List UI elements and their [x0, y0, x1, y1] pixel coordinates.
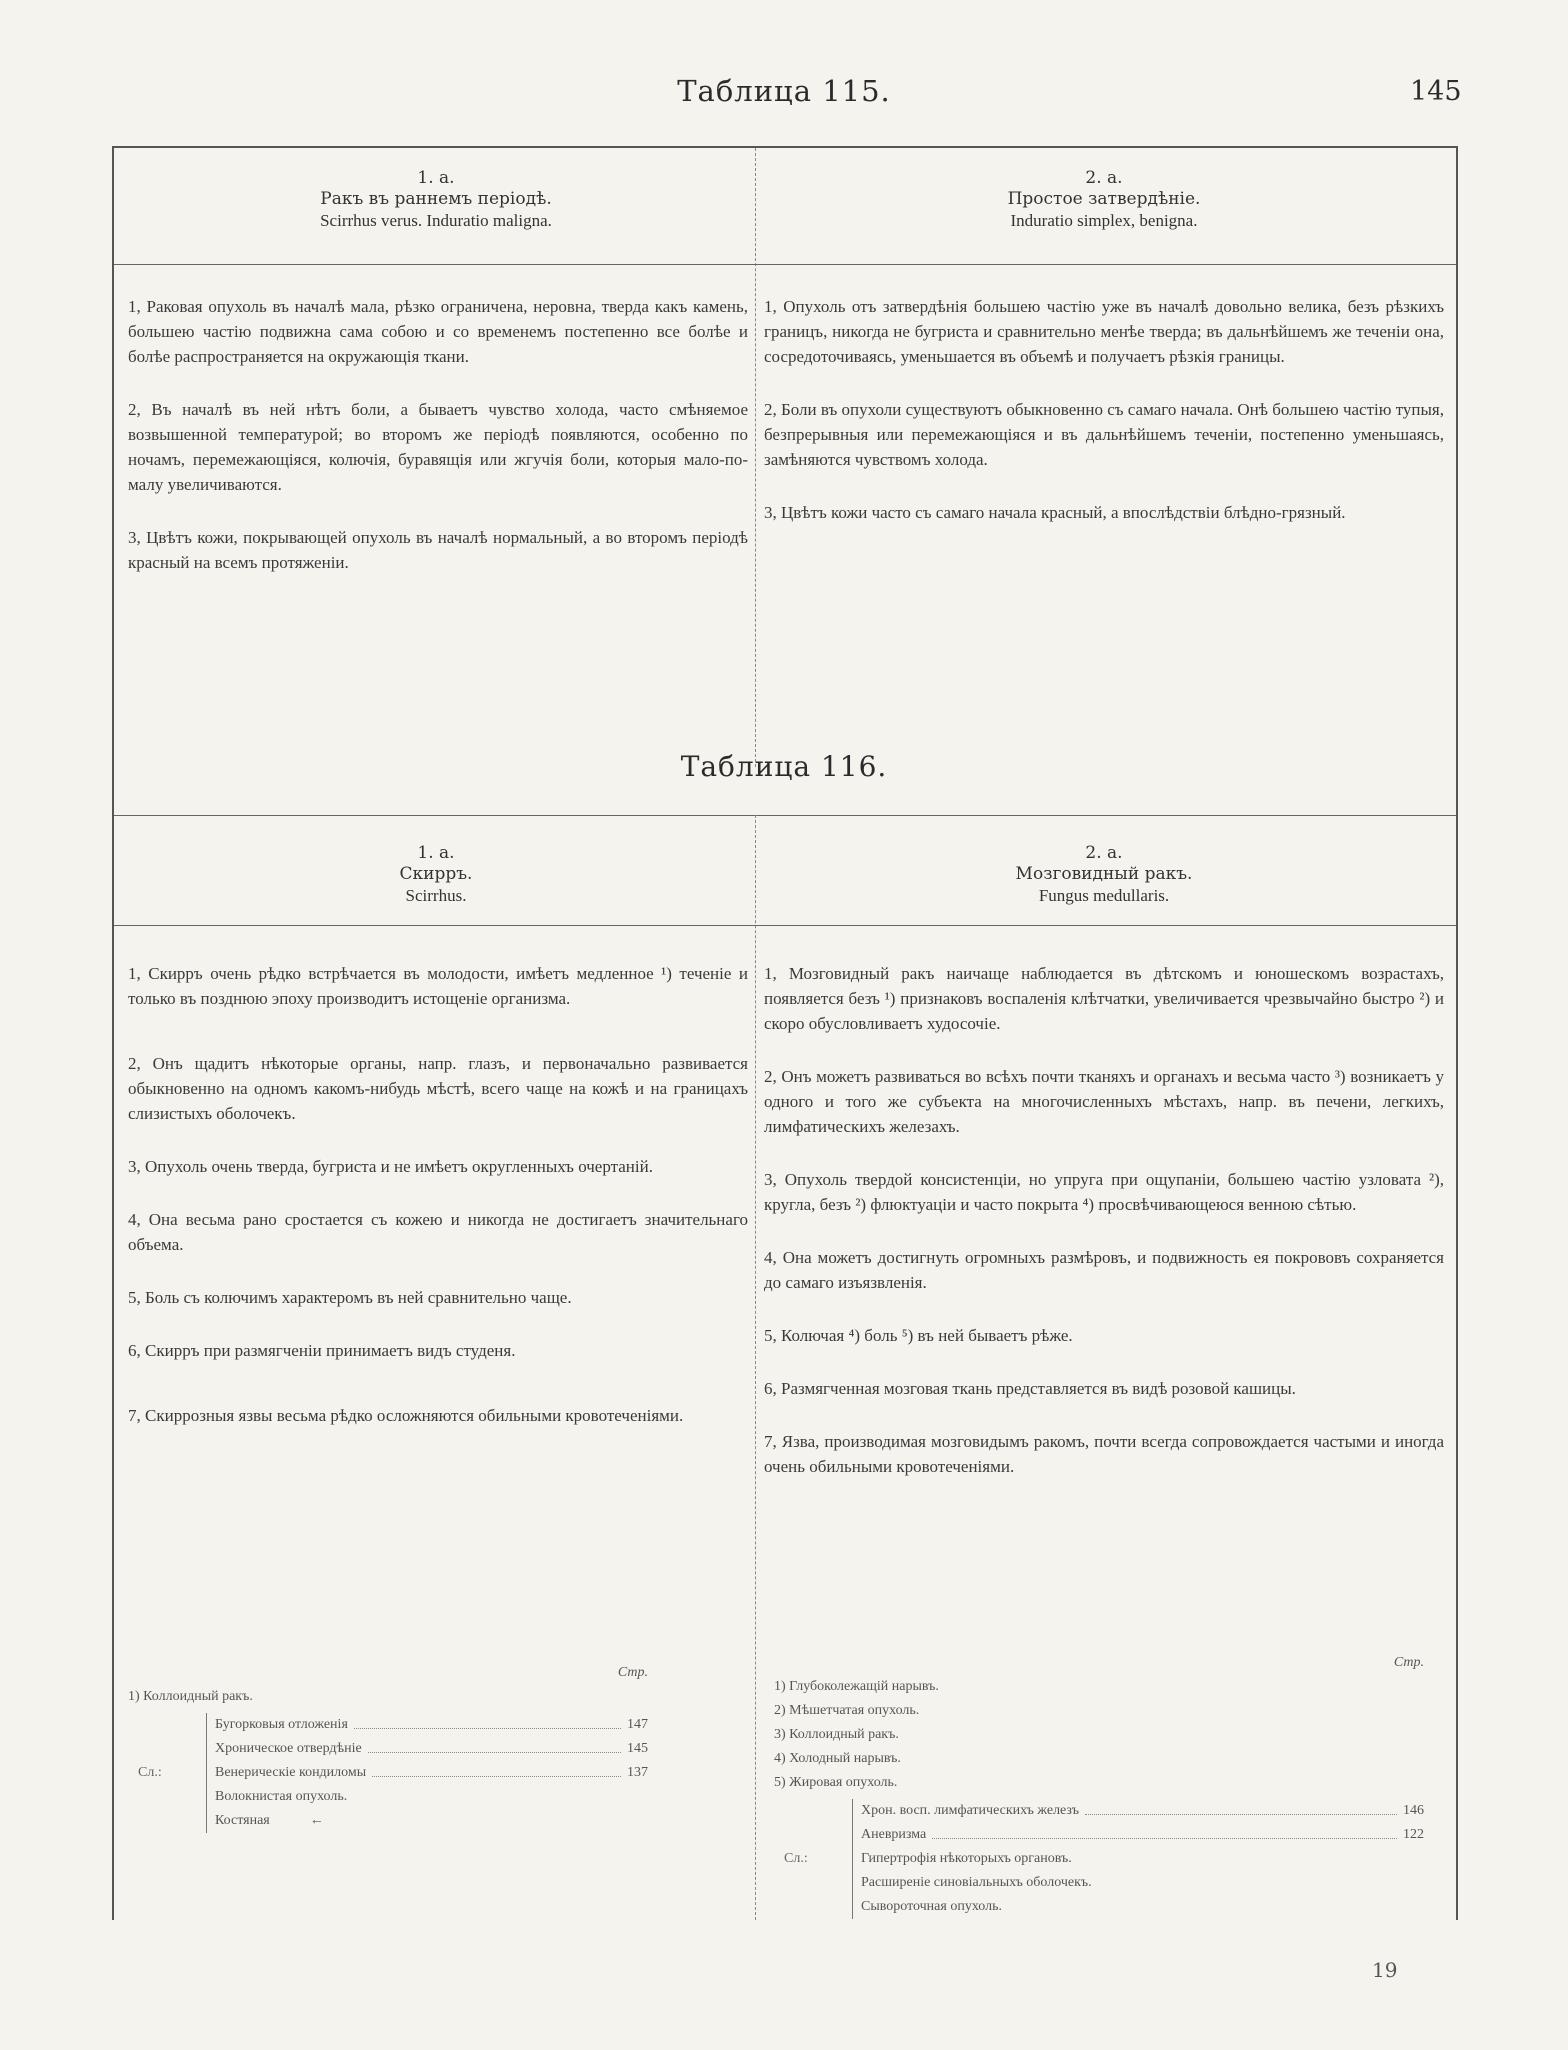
see-also-row: [861, 1823, 1424, 1847]
list-item: 4, Она можетъ достигнуть огромныхъ размѣровъ, и подвижность ея покрововъ сохраняется до самаго изъязвленія.: [764, 1248, 1444, 1292]
see-also-list: [206, 1713, 648, 1833]
table-116-left-items: [128, 961, 748, 1428]
page-ref-label: Стр.: [617, 1665, 648, 1680]
list-item: 1, Раковая опухоль въ началѣ мала, рѣзко ограничена, неровна, тверда какъ камень, большею частію подвижна сама собою и со временемъ постепенно все болѣе и болѣе распространяется на окружающія ткани.: [128, 297, 748, 366]
list-item: 5, Колючая ⁴) боль ⁵) въ ней бываетъ рѣже.: [764, 1326, 1073, 1345]
column-number: 2. a.: [1085, 843, 1123, 863]
list-item: 3, Цвѣтъ кожи часто съ самаго начала красный, а впослѣдствіи блѣдно-грязный.: [764, 503, 1346, 522]
header-rule-bottom: [114, 925, 1456, 926]
see-also-list: [852, 1799, 1424, 1919]
see-also-page: 122: [1403, 1827, 1424, 1842]
see-also-page: ←: [309, 1813, 324, 1828]
table-116-right-items: [764, 961, 1444, 1479]
see-also-row: [215, 1785, 648, 1809]
see-also-row: [215, 1809, 648, 1833]
table-115-left-header: [156, 168, 716, 231]
footnote: 1) Глубоколежащій нарывъ.: [774, 1679, 939, 1694]
see-also-row: [861, 1799, 1424, 1823]
see-also-text: Сывороточная опухоль.: [861, 1899, 1002, 1914]
see-also-row: [215, 1761, 648, 1785]
see-also-page: 145: [627, 1741, 648, 1756]
list-item: 5, Боль съ колючимъ характеромъ въ ней сравнительно чаще.: [128, 1288, 572, 1307]
see-also-text: Венерическіе кондиломы: [215, 1765, 367, 1780]
table-115-right-items: [764, 294, 1444, 525]
see-also-text: Костяная: [215, 1813, 270, 1828]
list-item: 7, Скиррозныя язвы весьма рѣдко осложняются обильными кровотеченіями.: [128, 1406, 684, 1425]
page-number: 145: [1410, 76, 1462, 107]
column-title: Ракъ въ раннемъ періодѣ.: [320, 189, 552, 209]
see-also-text: Аневризма: [861, 1827, 927, 1842]
list-item: 1, Мозговидный ракъ наичаще наблюдается въ дѣтскомъ и юношескомъ возрастахъ, появляется безъ ¹) признаковъ воспаленія клѣтчатки, увеличивается чрезвычайно быстро ²) и скоро обусловливаетъ худосочіе.: [764, 964, 1444, 1033]
see-also-label: Сл.:: [784, 1851, 808, 1866]
page-title-116: Таблица 116.: [680, 750, 888, 783]
table-115-frame: [112, 146, 1458, 767]
see-also-row: [215, 1713, 648, 1737]
column-number: 1. a.: [417, 843, 455, 863]
footnote: 1) Коллоидный ракъ.: [128, 1689, 253, 1704]
column-number: 1. a.: [417, 168, 455, 188]
list-item: 6, Размягченная мозговая ткань представляется въ видѣ розовой кашицы.: [764, 1379, 1296, 1398]
table-115-left-items: [128, 294, 748, 575]
column-latin-title: Fungus medullaris.: [1038, 886, 1170, 905]
footnote: 3) Коллоидный ракъ.: [774, 1727, 899, 1742]
column-divider: [755, 815, 756, 1920]
column-title: Скирръ.: [399, 864, 473, 884]
table-116-right-footnotes: [774, 1655, 1424, 1919]
header-rule-top: [114, 815, 1456, 816]
see-also-text: Расширеніе синовіальныхъ оболочекъ.: [861, 1875, 1092, 1890]
see-also-row: [861, 1847, 1424, 1871]
page-title-115: Таблица 115.: [677, 74, 891, 108]
footnote: 4) Холодный нарывъ.: [774, 1751, 901, 1766]
see-also-row: [861, 1895, 1424, 1919]
list-item: 3, Опухоль твердой консистенціи, но упруга при ощупаніи, большею частію узловата ²), кругла, безъ ²) флюктуаціи и часто покрыта ⁴) просвѣчивающеюся венною сѣтью.: [764, 1170, 1444, 1214]
column-divider: [755, 148, 756, 767]
table-116-frame: [112, 765, 1458, 1920]
footnote: 2) Мѣшетчатая опухоль.: [774, 1703, 920, 1718]
see-also-row: [861, 1871, 1424, 1895]
list-item: 3, Опухоль очень тверда, бугриста и не имѣетъ округленныхъ очертаній.: [128, 1157, 653, 1176]
column-title: Мозговидный ракъ.: [1015, 864, 1193, 884]
table-116-left-footnotes: [128, 1665, 648, 1833]
see-also-page: 147: [627, 1717, 648, 1732]
list-item: 1, Скирръ очень рѣдко встрѣчается въ молодости, имѣетъ медленное ¹) теченіе и только въ позднюю эпоху производитъ истощеніе организма.: [128, 964, 748, 1008]
see-also-text: Гипертрофія нѣкоторыхъ органовъ.: [861, 1851, 1072, 1866]
column-latin-title: Induratio simplex, benigna.: [1010, 211, 1198, 230]
list-item: 1, Опухоль отъ затвердѣнія большею частію уже въ началѣ довольно велика, безъ рѣзкихъ границъ, никогда не бугриста и сравнительно менѣе тверда; въ дальнѣйшемъ же теченіи она, сосредоточиваясь, уменьшается въ объемѣ и получаетъ рѣзкія границы.: [764, 297, 1444, 366]
list-item: 2, Въ началѣ въ ней нѣтъ боли, а бываетъ чувство холода, часто смѣняемое возвышенной температурой; во второмъ же періодѣ появляются, особенно по ночамъ, перемежающіяся, колючія, буравящія или жгучія боли, которыя мало-по-малу увеличиваются.: [128, 400, 748, 494]
see-also-page: 137: [627, 1765, 648, 1780]
table-116-left-header: [156, 843, 716, 906]
see-also-page: 146: [1403, 1803, 1424, 1818]
column-latin-title: Scirrhus verus. Induratio maligna.: [320, 211, 552, 230]
list-item: 2, Онъ можетъ развиваться во всѣхъ почти тканяхъ и органахъ и весьма часто ³) возникаетъ у одного и того же субъекта на многочисленныхъ мѣстахъ, напр. въ печени, легкихъ, лимфатическихъ железахъ.: [764, 1067, 1444, 1136]
see-also-text: Хрон. восп. лимфатическихъ железъ: [861, 1803, 1079, 1818]
page-footer-number: 19: [1372, 1958, 1398, 1982]
list-item: 6, Скирръ при размягченіи принимаетъ видъ студеня.: [128, 1341, 516, 1360]
see-also-label: Сл.:: [138, 1765, 162, 1780]
list-item: 3, Цвѣтъ кожи, покрывающей опухоль въ началѣ нормальный, а во второмъ періодѣ красный на всемъ протяженіи.: [128, 528, 748, 572]
list-item: 4, Она весьма рано сростается съ кожею и никогда не достигаетъ значительнаго объема.: [128, 1210, 748, 1254]
header-rule: [114, 264, 1456, 265]
list-item: 2, Онъ щадитъ нѣкоторые органы, напр. глазъ, и первоначально развивается обыкновенно на одномъ какомъ-нибудь мѣстѣ, всего чаще на кожѣ и на границахъ слизистыхъ оболочекъ.: [128, 1054, 748, 1123]
see-also-block: [774, 1799, 1424, 1919]
see-also-text: Волокнистая опухоль.: [215, 1789, 348, 1804]
see-also-text: Хроническое отвердѣніе: [215, 1741, 362, 1756]
footnote: 5) Жировая опухоль.: [774, 1775, 898, 1790]
see-also-row: [215, 1737, 648, 1761]
page-ref-label: Стр.: [1393, 1655, 1424, 1670]
table-115-right-header: [824, 168, 1384, 231]
column-title: Простое затвердѣніе.: [1007, 189, 1201, 209]
column-number: 2. a.: [1085, 168, 1123, 188]
see-also-block: [128, 1713, 648, 1833]
table-116-right-header: [824, 843, 1384, 906]
list-item: 2, Боли въ опухоли существуютъ обыкновенно съ самаго начала. Онѣ большею частію тупыя, безпрерывныя или перемежающіяся и въ дальнѣйшемъ теченіи, постепенно уменьшаясь, замѣняются чувствомъ холода.: [764, 400, 1444, 469]
column-latin-title: Scirrhus.: [405, 886, 467, 905]
list-item: 7, Язва, производимая мозговидымъ ракомъ, почти всегда сопровождается частыми и иногда очень обильными кровотеченіями.: [764, 1432, 1444, 1476]
see-also-text: Бугорковыя отложенія: [215, 1717, 348, 1732]
